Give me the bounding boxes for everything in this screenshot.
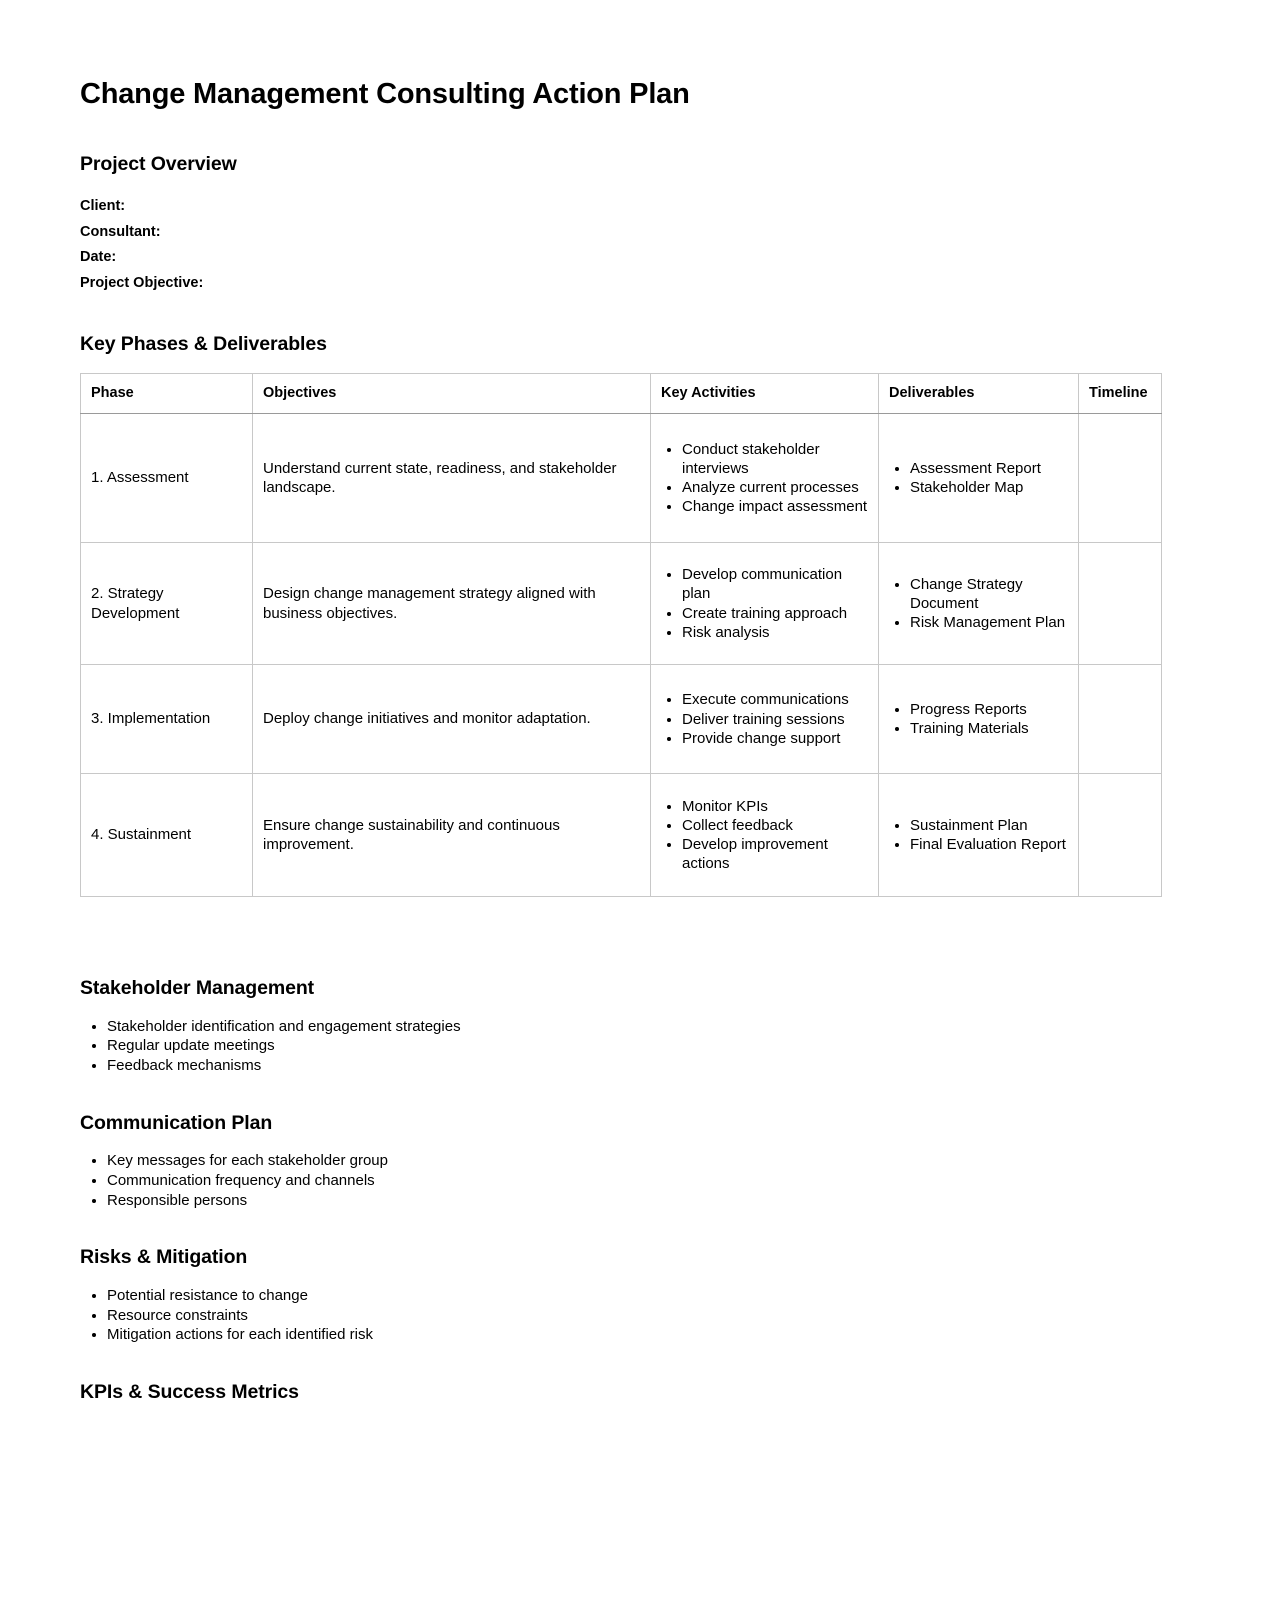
list-item: • Communication frequency and channels: [107, 1172, 1163, 1191]
column-header-phase: Phase: [81, 374, 253, 414]
key-activities-list: [661, 440, 868, 517]
cell-deliverables: [879, 414, 1079, 543]
list-item: • Execute communications: [682, 690, 868, 709]
section-communication-plan: [80, 1112, 1163, 1211]
cell-objectives: Understand current state, readiness, and stakeholder landscape.: [253, 414, 651, 543]
column-header-key-activities: Key Activities: [651, 374, 879, 414]
cell-deliverables: [879, 543, 1079, 665]
section-heading-communication-plan: Communication Plan: [80, 1111, 273, 1134]
table-row: [81, 414, 1162, 543]
stakeholder-management-list: [80, 1018, 1163, 1076]
list-item: • Feedback mechanisms: [107, 1057, 1163, 1076]
cell-phase: 3. Implementation: [81, 665, 253, 774]
cell-timeline: [1079, 665, 1162, 774]
list-item: • Stakeholder Map: [910, 478, 1068, 497]
list-item: • Deliver training sessions: [682, 710, 868, 729]
cell-phase: 2. Strategy Development: [81, 543, 253, 665]
list-item: • Provide change support: [682, 729, 868, 748]
communication-plan-list: [80, 1152, 1163, 1210]
cell-key-activities: [651, 543, 879, 665]
cell-phase: 1. Assessment: [81, 414, 253, 543]
list-item: • Sustainment Plan: [910, 816, 1068, 835]
table-row: [81, 665, 1162, 774]
cell-key-activities: [651, 665, 879, 774]
cell-timeline: [1079, 774, 1162, 897]
cell-deliverables: [879, 665, 1079, 774]
deliverables-list: [889, 459, 1068, 497]
section-heading-risks-mitigation: Risks & Mitigation: [80, 1246, 248, 1269]
section-stakeholder-management: [80, 977, 1163, 1076]
cell-phase: 4. Sustainment: [81, 774, 253, 897]
list-item: • Stakeholder identification and engagement strategies: [107, 1018, 1163, 1037]
cell-objectives: Deploy change initiatives and monitor adaptation.: [253, 665, 651, 774]
section-key-phases: [80, 333, 1163, 941]
list-item: • Change impact assessment: [682, 497, 868, 516]
key-activities-list: [661, 690, 868, 748]
overview-label-client: Client:: [80, 197, 126, 214]
project-overview-fields: [80, 194, 1163, 297]
cell-key-activities: [651, 414, 879, 543]
list-item: • Monitor KPIs: [682, 797, 868, 816]
deliverables-list: [889, 700, 1068, 738]
cell-objectives: Design change management strategy aligned with business objectives.: [253, 543, 651, 665]
list-item: • Conduct stakeholder interviews: [682, 440, 868, 478]
risks-mitigation-list: [80, 1287, 1163, 1345]
list-item: • Analyze current processes: [682, 478, 868, 497]
column-header-objectives: Objectives: [253, 374, 651, 414]
section-risks-mitigation: [80, 1246, 1163, 1345]
list-item: • Mitigation actions for each identified risk: [107, 1326, 1163, 1345]
key-activities-list: [661, 565, 868, 642]
deliverables-list: [889, 575, 1068, 633]
list-item: • Resource constraints: [107, 1307, 1163, 1326]
list-item: • Collect feedback: [682, 816, 868, 835]
table-header-row: [81, 374, 1162, 414]
section-heading-kpis-success-metrics: KPIs & Success Metrics: [80, 1381, 299, 1404]
list-item: • Responsible persons: [107, 1192, 1163, 1211]
list-item: • Change Strategy Document: [910, 575, 1068, 613]
cell-timeline: [1079, 414, 1162, 543]
table-row: [81, 543, 1162, 665]
column-header-deliverables: Deliverables: [879, 374, 1079, 414]
list-item: • Risk Management Plan: [910, 613, 1068, 632]
section-heading-project-overview: Project Overview: [80, 153, 237, 176]
page-title: Change Management Consulting Action Plan: [80, 78, 690, 110]
list-item: • Risk analysis: [682, 623, 868, 642]
table-bottom-spacer: [80, 897, 1163, 941]
section-heading-key-phases: Key Phases & Deliverables: [80, 332, 327, 355]
section-project-overview: [80, 153, 1163, 297]
list-item: • Progress Reports: [910, 700, 1068, 719]
list-item: • Training Materials: [910, 719, 1068, 738]
deliverables-list: [889, 816, 1068, 854]
overview-label-date: Date:: [80, 249, 117, 266]
section-kpis-success-metrics: [80, 1381, 1163, 1404]
cell-objectives: Ensure change sustainability and continuous improvement.: [253, 774, 651, 897]
overview-field-project-objective: [80, 271, 1163, 297]
cell-deliverables: [879, 774, 1079, 897]
list-item: • Develop improvement actions: [682, 835, 868, 873]
cell-key-activities: [651, 774, 879, 897]
cell-timeline: [1079, 543, 1162, 665]
list-item: • Assessment Report: [910, 459, 1068, 478]
overview-field-date: [80, 245, 1163, 271]
section-heading-stakeholder-management: Stakeholder Management: [80, 977, 315, 1000]
overview-label-consultant: Consultant:: [80, 223, 161, 240]
list-item: • Key messages for each stakeholder group: [107, 1152, 1163, 1171]
overview-field-client: [80, 194, 1163, 220]
table-row: [81, 774, 1162, 897]
list-item: • Regular update meetings: [107, 1037, 1163, 1056]
list-item: • Develop communication plan: [682, 565, 868, 603]
column-header-timeline: Timeline: [1079, 374, 1162, 414]
overview-field-consultant: [80, 220, 1163, 246]
overview-label-project-objective: Project Objective:: [80, 275, 204, 292]
key-activities-list: [661, 797, 868, 874]
list-item: • Potential resistance to change: [107, 1287, 1163, 1306]
key-phases-table: [80, 373, 1162, 897]
list-item: • Create training approach: [682, 604, 868, 623]
list-item: • Final Evaluation Report: [910, 835, 1068, 854]
